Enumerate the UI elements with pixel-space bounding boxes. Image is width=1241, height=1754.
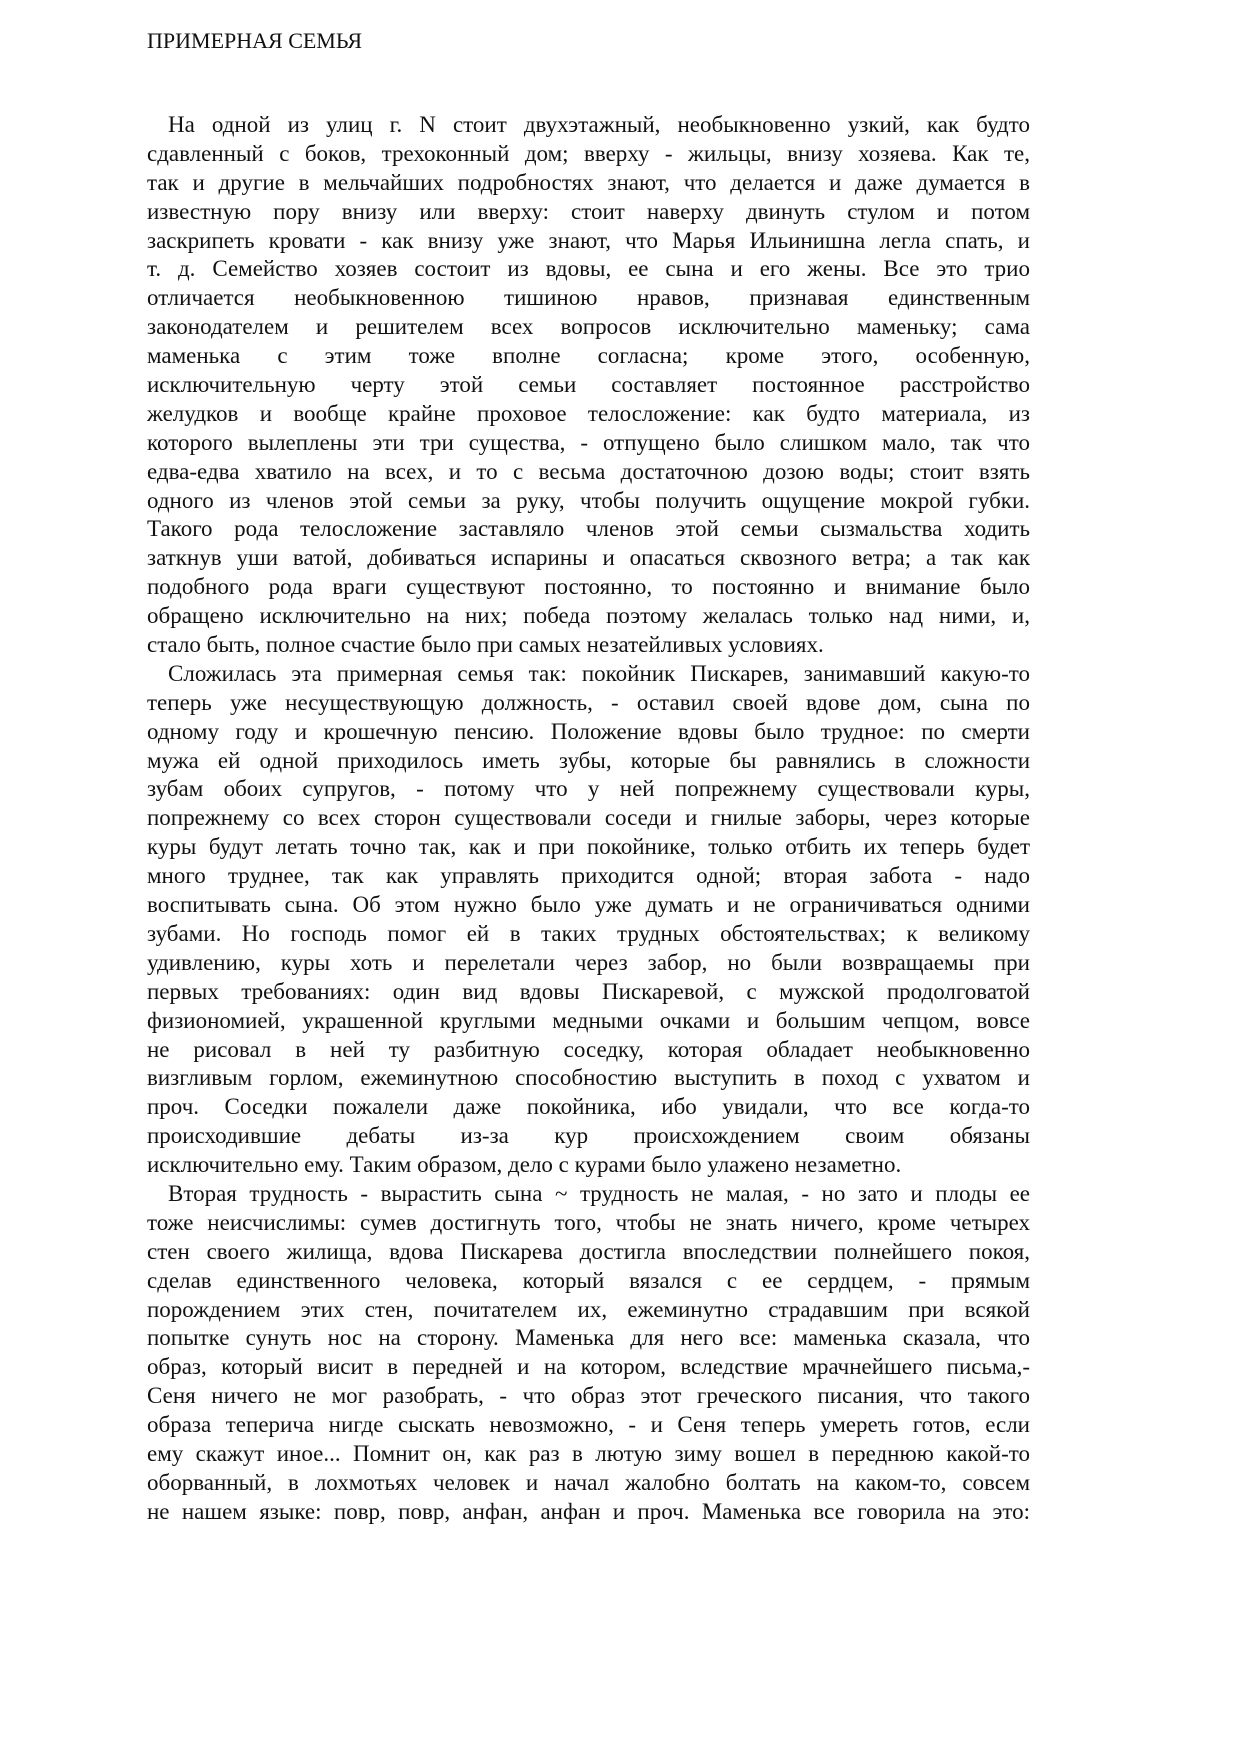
text-line: образ, который висит в передней и на котором, вследствие мрачнейшего письма,- [147,1354,1030,1380]
text-line: удивлению, куры хоть и перелетали через забор, но были возвращаемы при [147,949,1030,975]
text-line: не рисовал в ней ту разбитную соседку, которая обладает необыкновенно [147,1036,1030,1062]
text-line: желудков и вообще крайне проховое телосложение: как будто материала, из [147,400,1030,426]
text-line: попытке сунуть нос на сторону. Маменька для него все: маменька сказала, что [147,1325,1030,1351]
text-line: попрежнему со всех сторон существовали соседи и гнилые заборы, через которые [147,805,1030,831]
text-line: воспитывать сына. Об этом нужно было уже думать и не ограничиваться одними [147,892,1030,918]
text-line: подобного рода враги существуют постоянно, то постоянно и внимание было [147,574,1030,600]
text-line: которого вылеплены эти три существа, - отпущено было слишком мало, так что [147,429,1030,455]
text-line: зубам обоих супругов, - потому что у ней попрежнему существовали куры, [147,776,1030,802]
text-line: происходившие дебаты из-за кур происхождением своим обязаны [147,1123,1030,1149]
text-line: первых требованиях: один вид вдовы Пискаревой, с мужской продолговатой [147,978,1030,1004]
text-line: едва-едва хватило на всех, и то с весьма достаточною дозою воды; стоит взять [147,458,1030,484]
text-line: порождением этих стен, почитателем их, ежеминутно страдавшим при всякой [147,1296,1030,1322]
text-line: т. д. Семейство хозяев состоит из вдовы, ее сына и его жены. Все это трио [147,256,1030,282]
text-line: исключительно ему. Таким образом, дело с курами было улажено незаметно. [147,1152,902,1178]
text-line: мужа ей одной приходилось иметь зубы, которые бы равнялись в сложности [147,747,1030,773]
text-line: обращено исключительно на них; победа поэтому желалась только над ними, и, [147,603,1030,629]
text-line: оборванный, в лохмотьях человек и начал жалобно болтать на каком-то, совсем [147,1469,1030,1495]
paragraph [147,1180,1030,1527]
text-line: одному году и крошечную пенсию. Положение вдовы было трудное: по смерти [147,718,1030,744]
page-title: ПРИМЕРНАЯ СЕМЬЯ [147,28,363,53]
text-line: ему скажут иное... Помнит он, как раз в лютую зиму вошел в переднюю какой-то [147,1440,1030,1466]
document-body [147,111,1030,1527]
text-line: физиономией, украшенной круглыми медными очками и большим чепцом, вовсе [147,1007,1030,1033]
text-line: заскрипеть кровати - как внизу уже знают, что Марья Ильинишна легла спать, и [147,227,1030,253]
text-line: образа теперича нигде сыскать невозможно, - и Сеня теперь умереть готов, если [147,1412,1030,1438]
text-line: визгливым горлом, ежеминутною способностию выступить в поход с ухватом и [147,1065,1030,1091]
text-line: тоже неисчислимы: сумев достигнуть того, чтобы не знать ничего, кроме четырех [147,1209,1030,1235]
text-line: сделав единственного человека, который вязался с ее сердцем, - прямым [147,1267,1030,1293]
text-line: законодателем и решителем всех вопросов исключительно маменьку; сама [147,314,1030,340]
text-line: маменька с этим тоже вполне согласна; кроме этого, особенную, [147,343,1030,369]
text-line: Такого рода телосложение заставляло членов этой семьи сызмальства ходить [147,516,1030,542]
text-line: заткнув уши ватой, добиваться испарины и опасаться сквозного ветра; а так как [147,545,1030,571]
paragraph [147,111,1030,660]
text-line: стен своего жилища, вдова Пискарева достигла впоследствии полнейшего покоя, [147,1238,1030,1264]
text-line: известную пору внизу или вверху: стоит наверху двинуть стулом и потом [147,198,1030,224]
text-line: проч. Соседки пожалели даже покойника, ибо увидали, что все когда-то [147,1094,1030,1120]
paragraph [147,660,1030,1180]
text-line: На одной из улиц г. N стоит двухэтажный, необыкновенно узкий, как будто [168,112,1030,137]
text-line: много труднее, так как управлять приходится одной; вторая забота - надо [147,863,1030,889]
text-line: отличается необыкновенною тишиною нравов, признавая единственным [147,285,1030,311]
text-line: теперь уже несуществующую должность, - оставил своей вдове дом, сына по [147,689,1030,715]
text-line: куры будут летать точно так, как и при покойнике, только отбить их теперь будет [147,834,1030,860]
text-line: сдавленный с боков, трехоконный дом; вверху - жильцы, внизу хозяева. Как те, [147,140,1030,166]
text-line: Сложилась эта примерная семья так: покойник Пискарев, занимавший какую-то [168,660,1030,686]
text-line: не нашем языке: повр, повр, анфан, анфан и проч. Маменька все говорила на это: [147,1498,1030,1524]
text-line: зубами. Но господь помог ей в таких трудных обстоятельствах; к великому [147,920,1030,946]
text-line: стало быть, полное счастие было при самых незатейливых условиях. [147,632,824,658]
text-line: Вторая трудность - вырастить сына ~ трудность не малая, - но зато и плоды ее [168,1180,1030,1206]
text-line: исключительную черту этой семьи составляет постоянное расстройство [147,372,1030,398]
text-line: одного из членов этой семьи за руку, чтобы получить ощущение мокрой губки. [147,487,1030,513]
text-line: Сеня ничего не мог разобрать, - что образ этот греческого писания, что такого [147,1383,1030,1409]
text-line: так и другие в мельчайших подробностях знают, что делается и даже думается в [147,169,1030,195]
